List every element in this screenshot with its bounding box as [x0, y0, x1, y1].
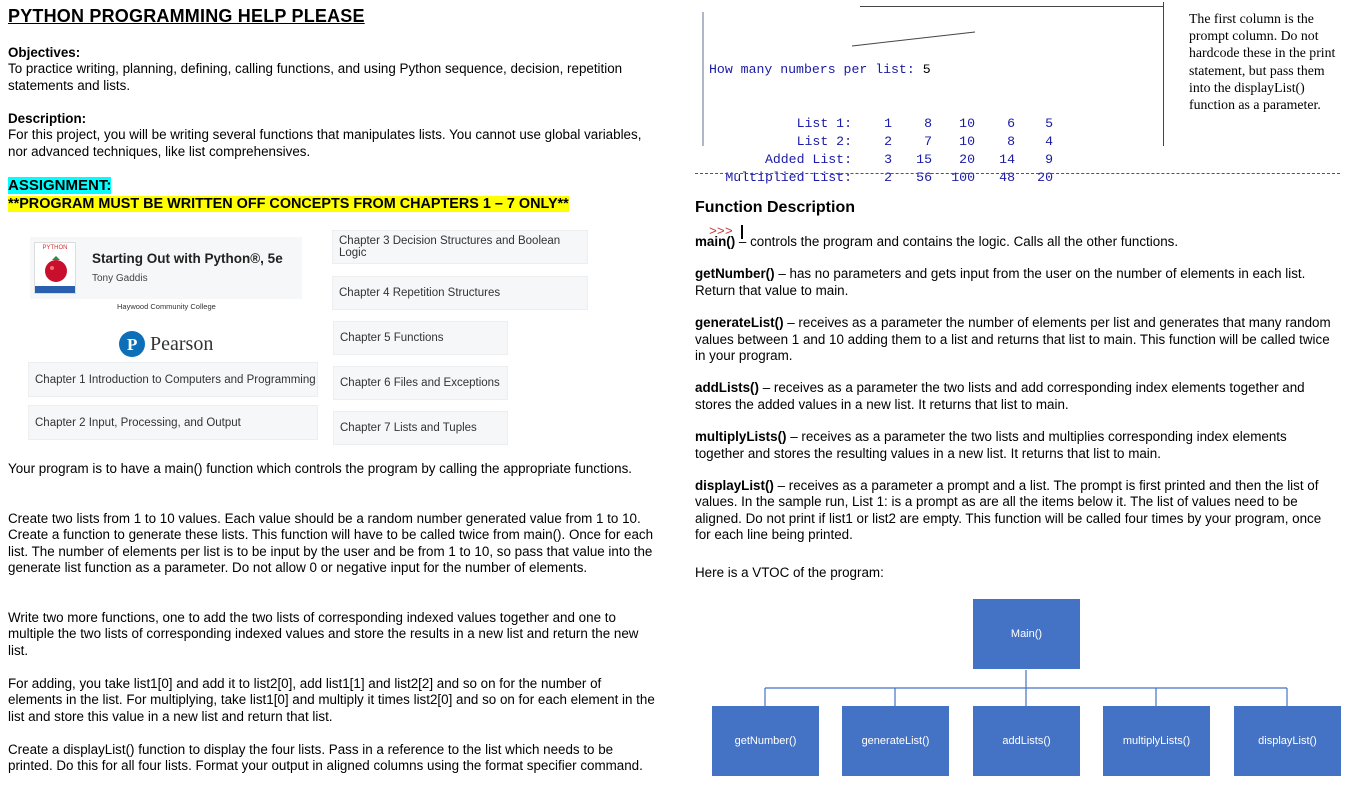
sample-run [709, 25, 1053, 259]
chapter-3: Chapter 3 Decision Structures and Boolean Logic [332, 230, 588, 264]
vtoc-addlists: addLists() [973, 706, 1080, 776]
shell-prompt: >>> [709, 224, 741, 239]
sample-row-value: 14 [999, 152, 1015, 167]
function-name: multiplyLists() [695, 429, 787, 445]
function-desc: – receives as a parameter the two lists and add corresponding index elements together and stores the added values in a new list. It returns that list to main. [695, 380, 1305, 412]
sample-row-value: 5 [1045, 116, 1053, 131]
note-top-line [860, 6, 1164, 7]
sample-row-value: 56 [916, 170, 932, 185]
book-title: Starting Out with Python®, 5e [92, 251, 283, 266]
function-desc: – has no parameters and gets input from the user on the number of elements in each list. Return that value to main. [695, 266, 1306, 298]
chapter-1: Chapter 1 Introduction to Computers and Programming [28, 362, 318, 397]
sample-row-value: 48 [999, 170, 1015, 185]
assignment-label-wrap [8, 177, 111, 195]
chapter-5: Chapter 5 Functions [333, 321, 508, 355]
paragraph-adding: For adding, you take list1[0] and add it to list2[0], add list1[1] and list2[2] and so on for the number of elements in the list. For multiplying, take list1[0] and multiply it times list2[0] and so on for each element in the list and store this value in a new list and return that list. [8, 676, 655, 724]
function-item [695, 315, 1335, 364]
publisher-name: Pearson [150, 332, 214, 355]
objectives-section [8, 45, 648, 94]
institution: Haywood Community College [117, 302, 216, 311]
sample-prompt-value: 5 [922, 62, 931, 77]
sample-row [709, 151, 1053, 169]
sample-row [709, 115, 1053, 133]
sample-row-value: 8 [1007, 134, 1015, 149]
sample-row-value: 7 [924, 134, 932, 149]
description-heading: Description: [8, 111, 87, 126]
sample-row [709, 133, 1053, 151]
paragraph-main: Your program is to have a main() function which controls the program by calling the appropriate functions. [8, 461, 632, 476]
paragraph-display: Create a displayList() function to display the four lists. Pass in a reference to the list which needs to be printed. Do this for all four lists. Format your output in aligned columns using the format specifier command. [8, 742, 643, 774]
function-item [695, 478, 1335, 544]
function-desc: – receives as a parameter the two lists and multiplies corresponding index elements together and stores the resulting values in a new list. It returns that list to main. [695, 429, 1287, 461]
vtoc-getnumber: getNumber() [712, 706, 819, 776]
sample-prompt-text: How many numbers per list: [709, 62, 923, 77]
sample-row-value: 2 [884, 134, 892, 149]
shell-left-border [702, 12, 704, 146]
dashed-separator [695, 173, 1340, 174]
book-cover-label: PYTHON [42, 245, 68, 251]
function-item [695, 266, 1335, 299]
function-description-heading: Function Description [695, 199, 855, 216]
function-name: main() [695, 234, 736, 249]
objectives-heading: Objectives: [8, 45, 81, 60]
sample-row-label: List 1: [796, 116, 852, 131]
function-name: getNumber() [695, 266, 775, 282]
svg-text:P: P [127, 335, 138, 354]
function-desc: – receives as a parameter a prompt and a list. The prompt is first printed and then the list of values. In the sample run, List 1: is a prompt as are all the items below it. The list of values need to be aligned. Do not print if list1 or list2 are empty. This function will be called four times by your program, once for each line being printed. [695, 478, 1322, 543]
book-author: Tony Gaddis [92, 273, 148, 284]
chapter-7: Chapter 7 Lists and Tuples [333, 411, 508, 445]
sample-row-value: 100 [951, 170, 975, 185]
sample-row-value: 2 [884, 170, 892, 185]
chapter-4: Chapter 4 Repetition Structures [332, 276, 588, 310]
function-list [695, 234, 1335, 560]
sample-row-value: 3 [884, 152, 892, 167]
sample-row-value: 15 [916, 152, 932, 167]
sample-row [709, 169, 1053, 187]
sample-row-value: 10 [959, 116, 975, 131]
sample-row-value: 10 [959, 134, 975, 149]
sample-row-label: List 2: [796, 134, 852, 149]
description-section [8, 111, 648, 160]
pearson-logo [118, 330, 213, 358]
paragraph-create-lists: Create two lists from 1 to 10 values. Each value should be a random number generated value from 1 to 10. Create a function to generate these lists. This function will have to be called twice from main(). Once for each list. The number of elements per list is to be input by the user and be from 1 to 10, so pass that value into the generate list function as a parameter. Do not allow 0 or negative input for the number of elements. [8, 511, 654, 576]
chapter-6: Chapter 6 Files and Exceptions [333, 366, 508, 400]
sample-row-value: 9 [1045, 152, 1053, 167]
pearson-icon [118, 330, 146, 358]
objectives-text: To practice writing, planning, defining, calling functions, and using Python sequence, decision, repetition statements and lists. [8, 61, 623, 93]
pomegranate-icon [36, 255, 76, 285]
function-name: addLists() [695, 380, 759, 396]
sample-row-value: 4 [1045, 134, 1053, 149]
book-cover-icon [34, 242, 76, 294]
assignment-note: **PROGRAM MUST BE WRITTEN OFF CONCEPTS FROM CHAPTERS 1 – 7 ONLY** [8, 196, 569, 212]
function-desc: – controls the program and contains the logic. Calls all the other functions. [735, 234, 1179, 249]
note-divider [1163, 2, 1164, 146]
function-name: displayList() [695, 478, 774, 494]
assignment-note-wrap [8, 195, 569, 213]
function-desc: – receives as a parameter the number of elements per list and generates that many random values between 1 and 10 adding them to a list and returns that list to main. This function will be called twice in your program. [695, 315, 1331, 364]
assignment-label: ASSIGNMENT: [8, 177, 112, 194]
function-item [695, 234, 1335, 250]
sample-row-value: 20 [1037, 170, 1053, 185]
book-card [30, 237, 302, 299]
page-title: PYTHON PROGRAMMING HELP PLEASE [8, 6, 365, 26]
function-item [695, 429, 1335, 462]
vtoc-main: Main() [973, 599, 1080, 669]
sample-row-value: 20 [959, 152, 975, 167]
function-name: generateList() [695, 315, 784, 331]
vtoc-multiplylists: multiplyLists() [1103, 706, 1210, 776]
sample-row-value: 6 [1007, 116, 1015, 131]
vtoc-displaylist: displayList() [1234, 706, 1341, 776]
sample-row-label: Added List: [764, 152, 852, 167]
sample-row-value: 1 [884, 116, 892, 131]
side-note: The first column is the prompt column. Do not hardcode these in the print statement, but pass them into the displayList() function as a parameter. [1189, 11, 1336, 113]
function-item [695, 380, 1335, 413]
vtoc-intro: Here is a VTOC of the program: [695, 565, 884, 580]
sample-row-label: Multiplied List: [725, 170, 852, 185]
vtoc-generatelist: generateList() [842, 706, 949, 776]
sample-prompt-line [709, 61, 1053, 79]
chapter-2: Chapter 2 Input, Processing, and Output [28, 405, 318, 440]
description-text: For this project, you will be writing several functions that manipulates lists. You cannot use global variables, nor advanced techniques, like list comprehensives. [8, 127, 642, 159]
sample-rows [709, 115, 1053, 187]
paragraph-two-functions: Write two more functions, one to add the two lists of corresponding indexed values together and one to multiple the two lists of corresponding indexed values and store the results in a new list and return the new list. [8, 610, 639, 658]
sample-row-value: 8 [924, 116, 932, 131]
